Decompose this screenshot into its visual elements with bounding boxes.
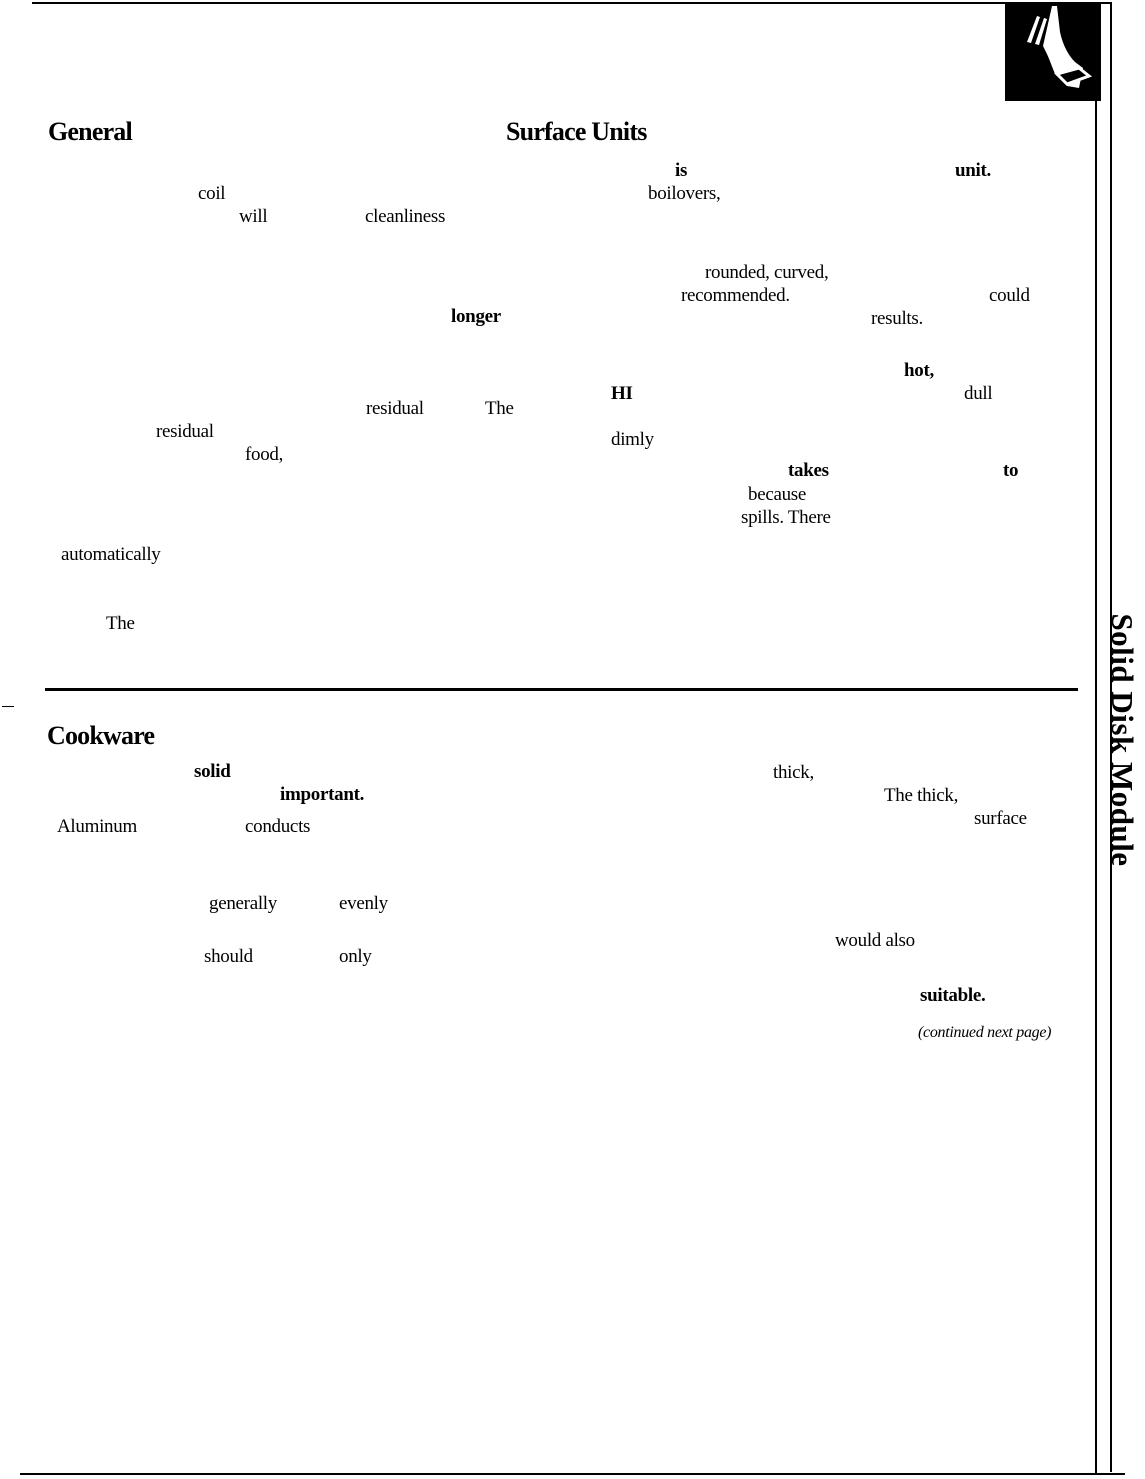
surface-word-bold: is [675,160,688,181]
surface-word: spills. There [741,507,831,528]
cookware-word: should [204,946,253,967]
cookware-word: The thick, [884,785,959,806]
cookware-word: evenly [339,893,388,914]
section-divider [45,688,1078,691]
general-word: cleanliness [365,206,446,227]
surface-word-bold: takes [788,460,829,481]
cookware-word-bold: solid [194,761,231,782]
surface-word: could [989,285,1030,306]
general-word-bold: longer [451,306,501,327]
surface-word: rounded, curved, [705,262,829,283]
section-tab [1005,2,1101,101]
general-word: will [239,206,268,227]
general-word: The [485,398,514,419]
heading-general: General [48,117,132,146]
general-word: automatically [61,544,161,565]
surface-word: because [748,484,807,505]
margin-tick [2,706,14,707]
surface-word-bold: hot, [904,360,934,381]
general-word: food, [245,444,284,465]
cookware-word: surface [974,808,1027,829]
cookware-word: conducts [245,816,311,837]
cookware-word-bold: suitable. [920,985,986,1006]
surface-word: results. [871,308,923,329]
right-border-rule [1095,100,1097,1475]
surface-word: boilovers, [648,183,721,204]
surface-word: dull [964,383,993,404]
bottom-rule [20,1473,1125,1475]
cookware-word: Aluminum [57,816,137,837]
cookware-word-bold: important. [280,784,365,805]
heading-surface-units: Surface Units [506,117,647,146]
continued-note: (continued next page) [918,1024,1052,1041]
top-rule [32,2,1112,4]
side-tab-title: Solid Disk Module [1105,613,1140,867]
cookware-word: only [339,946,372,967]
general-word: The [106,613,135,634]
surface-word-bold: unit. [955,160,991,181]
surface-word-bold: HI [611,383,633,404]
surface-word-bold: to [1003,460,1019,481]
surface-word: dimly [611,429,654,450]
general-word: residual [366,398,424,419]
cookware-word: generally [209,893,277,914]
cookware-word: would also [835,930,915,951]
heading-cookware: Cookware [47,721,155,750]
cookware-word: thick, [773,762,814,783]
surface-word: recommended. [681,285,790,306]
general-word: residual [156,421,214,442]
hand-pointing-icon [1005,2,1101,101]
general-word: coil [198,183,226,204]
